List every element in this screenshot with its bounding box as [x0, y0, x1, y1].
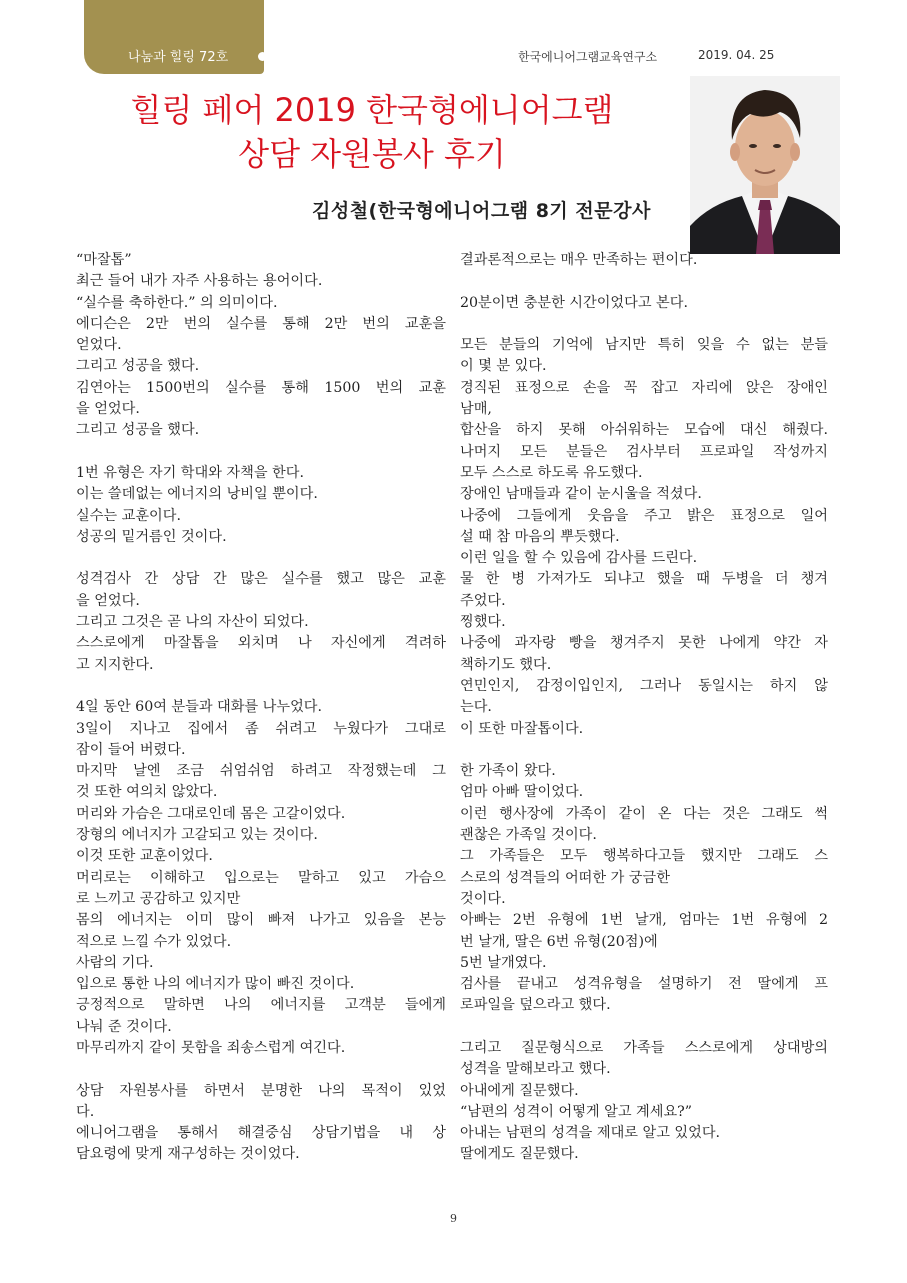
article-left-column — [76, 250, 446, 1166]
left-column-line: 성격검사 간 상담 간 많은 실수를 했고 많은 교훈 — [76, 571, 446, 588]
right-column-line: 남매, — [460, 401, 492, 418]
organization-name: 한국에니어그램교육연구소 — [518, 50, 658, 64]
left-column-line: 담요령에 맞게 재구성하는 것이었다. — [76, 1146, 300, 1163]
right-column-line: 찡했다. — [460, 614, 506, 631]
left-column-line: 을 얻었다. — [76, 592, 140, 609]
right-column-line: 이 몇 분 있다. — [460, 358, 547, 375]
right-column-line: “남편의 성격이 어떻게 알고 계세요?” — [460, 1103, 693, 1120]
left-column-line: 머리로는 이해하고 입으로는 말하고 있고 가슴으 — [76, 869, 446, 886]
right-column-line: 책하기도 했다. — [460, 656, 552, 673]
right-column-line: 나중에 그들에게 웃음을 주고 밝은 표정으로 일어 — [460, 507, 828, 524]
right-column-line: 는다. — [460, 699, 492, 716]
left-column-line: 적으로 느낄 수가 있었다. — [76, 933, 232, 950]
left-column-line: 에디슨은 2만 번의 실수를 통해 2만 번의 교훈을 — [76, 315, 446, 332]
left-column-line: 4일 동안 60여 분들과 대화를 나누었다. — [76, 699, 323, 716]
right-column-line: 20분이면 충분한 시간이었다고 본다. — [460, 294, 688, 311]
right-column-line: 검사를 끝내고 성격유형을 설명하기 전 딸에게 프 — [460, 976, 828, 993]
paragraph-gap — [460, 314, 828, 335]
left-column-line: 성공의 밑거름인 것이다. — [76, 528, 227, 545]
paragraph-gap — [460, 271, 828, 292]
left-column-line: 마무리까지 같이 못함을 죄송스럽게 여긴다. — [76, 1039, 346, 1056]
left-column-line: 그리고 그것은 곧 나의 자산이 되었다. — [76, 614, 309, 631]
left-column-line: 3일이 지나고 집에서 좀 쉬려고 누웠다가 그대로 — [76, 720, 446, 737]
left-column-line: 에니어그램을 통해서 해결중심 상담기법을 내 상 — [76, 1125, 446, 1142]
paragraph-gap — [76, 1059, 446, 1080]
article-right-column — [460, 250, 828, 1166]
right-column-line: 스로의 성격들의 어떠한 가 궁금한 — [460, 869, 670, 886]
left-column-line: 그리고 성공을 했다. — [76, 358, 200, 375]
right-column-line: 경직된 표정으로 손을 꼭 잡고 자리에 앉은 장애인 — [460, 379, 828, 396]
left-column-line: 입으로 통한 나의 에너지가 많이 빠진 것이다. — [76, 976, 355, 993]
right-column-line: 나중에 과자랑 빵을 챙겨주지 못한 나에게 약간 자 — [460, 635, 828, 652]
paragraph-gap — [76, 548, 446, 569]
right-column-line: 물 한 병 가져가도 되냐고 했을 때 두병을 더 챙겨 — [460, 571, 828, 588]
right-column-line: 그리고 질문형식으로 가족들 스스로에게 상대방의 — [460, 1039, 828, 1056]
right-column-line: 주었다. — [460, 592, 506, 609]
right-column-line: 아내는 남편의 성격을 제대로 알고 있었다. — [460, 1125, 721, 1142]
left-column-line: 몸의 에너지는 이미 많이 빠져 나가고 있음을 본능 — [76, 912, 446, 929]
publication-date: 2019. 04. 25 — [698, 48, 775, 62]
right-column-line: 설 때 참 마음의 뿌듯했다. — [460, 528, 620, 545]
page-number: 9 — [450, 1212, 457, 1225]
left-column-line: 잠이 들어 버렸다. — [76, 741, 186, 758]
right-column-line: 아빠는 2번 유형에 1번 날개, 엄마는 1번 유형에 2 — [460, 912, 828, 929]
right-column-line: 로파일을 덮으라고 했다. — [460, 997, 611, 1014]
left-column-line: 실수는 교훈이다. — [76, 507, 181, 524]
left-column-line: 나눠 준 것이다. — [76, 1018, 172, 1035]
left-column-line: “마잘톱” — [76, 252, 132, 268]
right-column-line: 번 날개, 딸은 6번 유형(20점)에 — [460, 933, 658, 950]
right-column-line: 엄마 아빠 딸이었다. — [460, 784, 584, 801]
right-column-line: 성격을 말해보라고 했다. — [460, 1061, 611, 1078]
article-title-line2: 상담 자원봉사 후기 — [238, 135, 506, 173]
left-column-line: 을 얻었다. — [76, 401, 140, 418]
paragraph-gap — [76, 676, 446, 697]
author-portrait-icon — [690, 76, 840, 254]
left-column-line: 김연아는 1500번의 실수를 통해 1500 번의 교훈 — [76, 379, 446, 396]
right-column-line: 이런 일을 할 수 있음에 감사를 드린다. — [460, 550, 698, 567]
right-column-line: 장애인 남매들과 같이 눈시울을 적셨다. — [460, 486, 702, 503]
left-column-line: 긍정적으로 말하면 나의 에너지를 고객분 들에게 — [76, 997, 446, 1014]
left-column-line: 로 느끼고 공감하고 있지만 — [76, 890, 241, 907]
right-column-line: 결과론적으로는 매우 만족하는 편이다. — [460, 252, 698, 268]
left-column-line: 얻었다. — [76, 337, 122, 354]
left-column-line: 이는 쓸데없는 에너지의 낭비일 뿐이다. — [76, 486, 318, 503]
tab-dot-decoration — [258, 52, 267, 61]
right-column-line: 합산을 하지 못해 아쉬워하는 모습에 대신 해줬다. — [460, 422, 828, 439]
right-column-line: 딸에게도 질문했다. — [460, 1146, 579, 1163]
right-column-line: 괜찮은 가족일 것이다. — [460, 827, 597, 844]
right-column-line: 5번 날개였다. — [460, 954, 547, 971]
left-column-line: 머리와 가슴은 그대로인데 몸은 고갈이었다. — [76, 805, 346, 822]
right-column-line: 한 가족이 왔다. — [460, 763, 556, 780]
left-column-line: 최근 들어 내가 자주 사용하는 용어이다. — [76, 273, 323, 290]
right-column-line: 이런 행사장에 가족이 같이 온 다는 것은 그래도 썩 — [460, 805, 828, 822]
right-column-line: 그 가족들은 모두 행복하다고들 했지만 그래도 스 — [460, 848, 828, 865]
left-column-line: 사람의 기다. — [76, 954, 154, 971]
left-column-line: 스스로에게 마잘톱을 외치며 나 자신에게 격려하 — [76, 635, 446, 652]
author-photo — [690, 76, 840, 254]
author-byline: 김성철(한국형에니어그램 8기 전문강사 — [312, 200, 651, 222]
right-column-line: 모두 스스로 하도록 유도했다. — [460, 464, 643, 481]
left-column-line: 이것 또한 교훈이었다. — [76, 848, 213, 865]
left-column-line: “실수를 축하한다.” 의 의미이다. — [76, 294, 278, 311]
right-column-line: 것이다. — [460, 890, 506, 907]
left-column-line: 장형의 에너지가 고갈되고 있는 것이다. — [76, 827, 318, 844]
left-column-line: 1번 유형은 자기 학대와 자책을 한다. — [76, 464, 304, 481]
right-column-line: 이 또한 마잘톱이다. — [460, 720, 584, 737]
paragraph-gap — [460, 740, 828, 761]
left-column-line: 그리고 성공을 했다. — [76, 422, 200, 439]
right-column-line: 나머지 모든 분들은 검사부터 프로파일 작성까지 — [460, 443, 828, 460]
left-column-line: 것 또한 여의치 않았다. — [76, 784, 218, 801]
left-column-line: 고 지지한다. — [76, 656, 154, 673]
left-column-line: 다. — [76, 1103, 95, 1120]
issue-label: 나눔과 힐링 72호 — [128, 50, 229, 65]
paragraph-gap — [76, 442, 446, 463]
article-title-line1: 힐링 페어 2019 한국형에니어그램 — [130, 91, 614, 129]
left-column-line: 마지막 날엔 조금 쉬엄쉬엄 하려고 작정했는데 그 — [76, 763, 446, 780]
paragraph-gap — [460, 1017, 828, 1038]
right-column-line: 아내에게 질문했다. — [460, 1082, 579, 1099]
left-column-line: 상담 자원봉사를 하면서 분명한 나의 목적이 있었 — [76, 1082, 446, 1099]
right-column-line: 연민인지, 감정이입인지, 그러나 동일시는 하지 않 — [460, 677, 828, 694]
right-column-line: 모든 분들의 기억에 남지만 특히 잊을 수 없는 분들 — [460, 337, 828, 354]
